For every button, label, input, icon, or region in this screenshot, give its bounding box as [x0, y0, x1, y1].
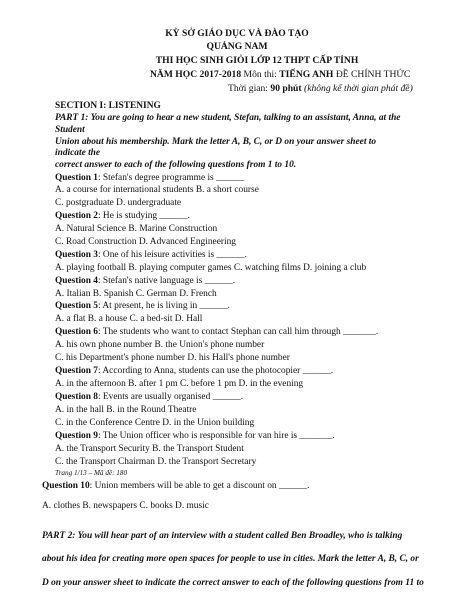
question-5: Question 5: At present, he is living in ______. — [55, 301, 231, 311]
part1-line-1: PART 1: You are going to hear a new student, Stefan, talking to an assistant, Anna, at the — [55, 113, 401, 123]
part2-line-1: PART 2: You will hear part of an interview with a student called Ben Broadley, who is talking — [42, 531, 403, 541]
header-time-line — [228, 83, 413, 95]
page-footer: Trang 1/13 – Mã đề: 180 — [55, 469, 128, 477]
question-8-options-a: A. in the hall B. in the Round Theatre — [55, 405, 197, 415]
part1-line-2: Student — [55, 125, 85, 135]
question-3: Question 3: One of his leisure activities is ______. — [55, 250, 247, 260]
question-2: Question 2: He is studying ______. — [55, 211, 190, 221]
header-dept: KỲ SỞ GIÁO DỤC VÀ ĐÀO TẠO — [165, 28, 309, 39]
part1-line-4: indicate the — [55, 148, 101, 158]
part1-line-3: Union about his membership. Mark the letter A, B, C, or D on your answer sheet to — [55, 137, 377, 147]
question-2-options-c: C. Road Construction D. Advanced Engineering — [55, 237, 236, 247]
header-time-value: 90 phút — [270, 83, 302, 94]
question-9-options-c: C. the Transport Chairman D. the Transport Secretary — [55, 457, 257, 467]
question-1: Question 1: Stefan's degree programme is ______ — [55, 173, 245, 183]
question-1-options-a: A. a course for international students B. a short course — [55, 185, 259, 195]
header-subject: TIẾNG ANH — [279, 69, 334, 80]
section-title: SECTION I: LISTENING — [55, 101, 161, 111]
question-7-options: A. in the afternoon B. after 1 pm C. before 1 pm D. in the evening — [55, 379, 304, 389]
header-year: NĂM HỌC 2017-2018 — [150, 69, 242, 80]
part2-line-3: D on your answer sheet to indicate the correct answer to each of the following questions from 11 to — [42, 578, 424, 588]
question-9: Question 9: The Union officer who is responsible for van hire is _______. — [55, 431, 335, 441]
header-time-note: (không kể thời gian phát đề) — [304, 83, 413, 94]
header-province: QUẢNG NAM — [206, 41, 268, 52]
question-4-options: A. Italian B. Spanish C. German D. French — [55, 289, 217, 299]
question-3-options: A. playing football B. playing computer games C. watching films D. joining a club — [55, 263, 367, 273]
header-official: ĐỀ CHÍNH THỨC — [335, 69, 411, 80]
question-7: Question 7: According to Anna, students can use the photocopier ______. — [55, 366, 334, 376]
question-1-options-c: C. postgraduate D. undergraduate — [55, 198, 182, 208]
question-9-options-a: A. the Transport Security B. the Transport Student — [55, 444, 244, 454]
question-2-options-a: A. Natural Science B. Marine Construction — [55, 224, 218, 234]
question-6-options-a: A. his own phone number B. the Union's phone number — [55, 340, 265, 350]
header-year-line — [150, 69, 410, 81]
header-time-label: Thời gian: — [228, 83, 268, 94]
question-10: Question 10: Union members will be able to get a discount on ______. — [42, 481, 310, 491]
question-5-options: A. a flat B. a house C. a bed-sit D. Hall — [55, 314, 203, 324]
question-6-options-c: C. his Department's phone number D. his Hall's phone number — [55, 353, 290, 363]
question-4: Question 4: Stefan's native language is ______. — [55, 276, 236, 286]
question-6: Question 6: The students who want to contact Stephan can call him through _______. — [55, 327, 379, 337]
question-8-options-c: C. in the Conference Centre D. in the Union building — [55, 418, 255, 428]
header-exam: THI HỌC SINH GIỎI LỚP 12 THPT CẤP TỈNH — [155, 55, 359, 66]
question-10-options: A. clothes B. newspapers C. books D. music — [42, 501, 209, 511]
part2-line-2: about his idea for creating more open spaces for people to use in cities. Mark the letter A, B, C, or — [42, 554, 419, 564]
question-8: Question 8: Events are usually organised ______. — [55, 392, 244, 402]
header-subject-label: Môn thi: — [243, 69, 277, 80]
part1-line-5: correct answer to each of the following questions from 1 to 10. — [55, 160, 297, 170]
